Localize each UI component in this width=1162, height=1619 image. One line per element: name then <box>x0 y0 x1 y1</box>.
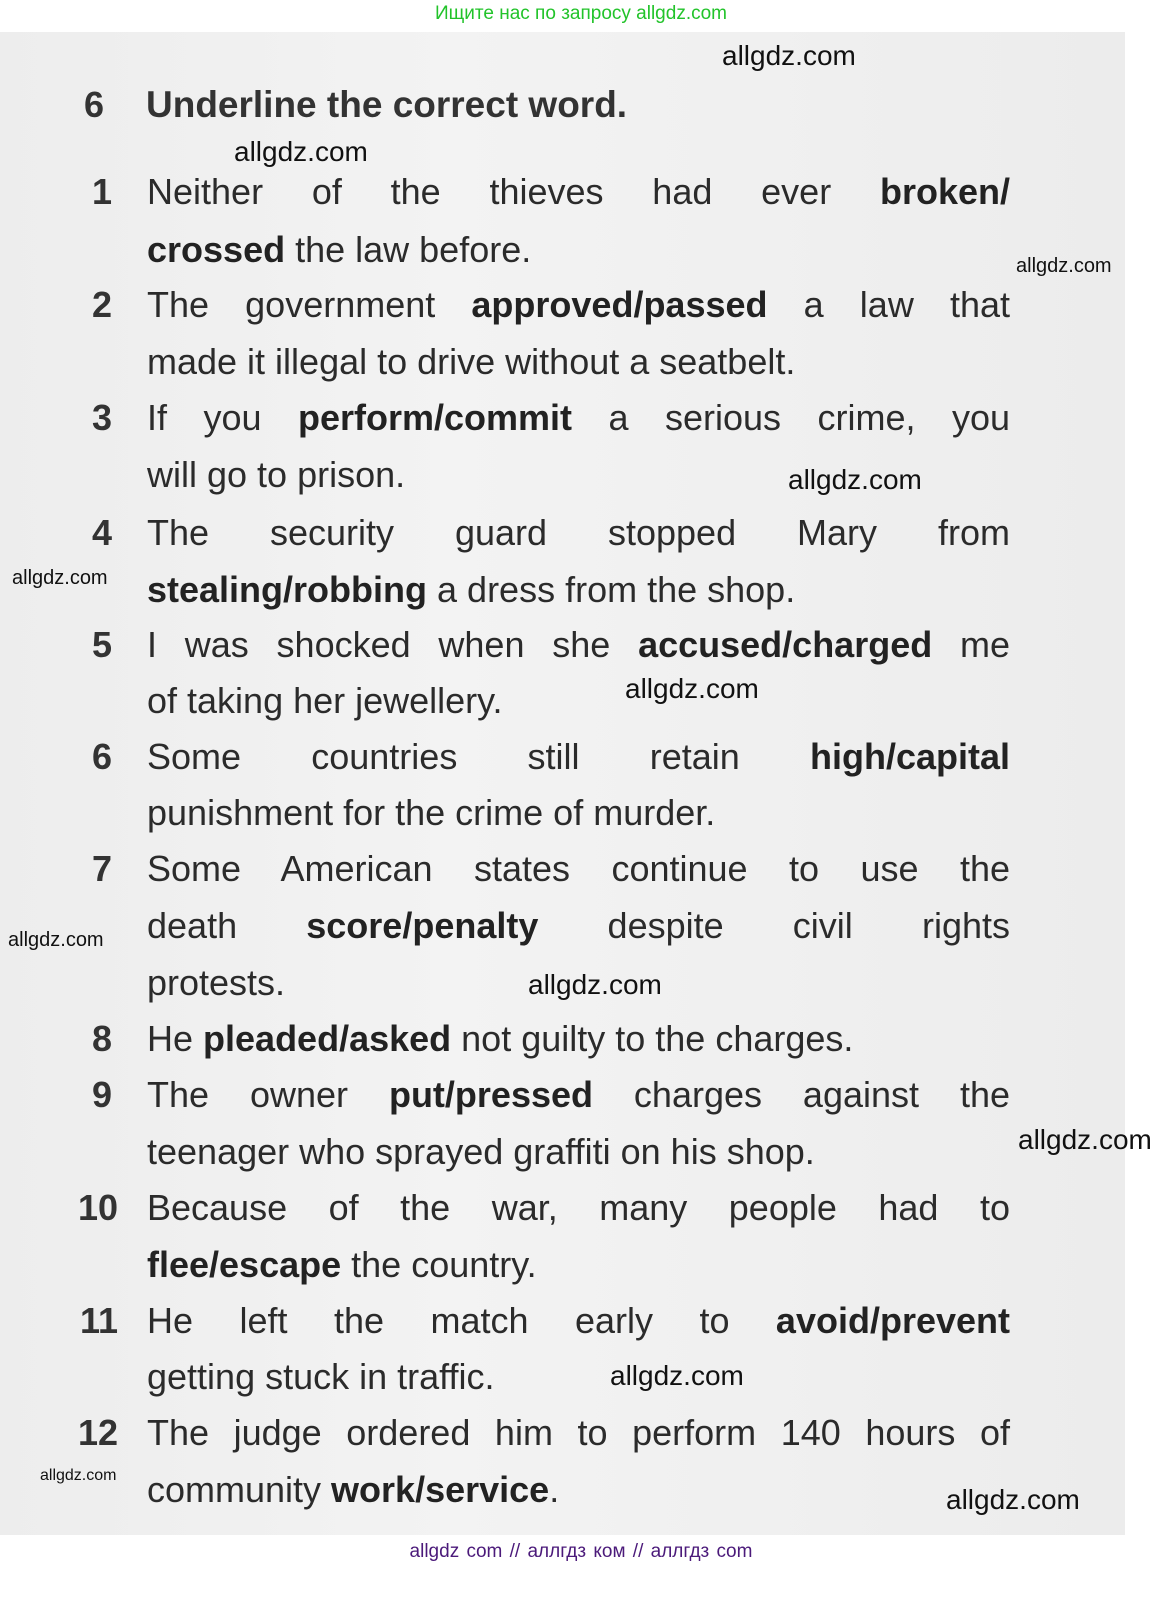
item-line <box>147 222 1010 278</box>
sentence-text: He left the match early to <box>147 1300 776 1341</box>
word-choice[interactable]: accused/charged <box>638 624 933 665</box>
word-choice[interactable]: perform/commit <box>297 397 573 438</box>
watermark: allgdz.com <box>8 929 104 951</box>
item-number: 5 <box>91 624 112 665</box>
item-number: 4 <box>91 512 112 553</box>
watermark: allgdz.com <box>625 673 759 704</box>
watermark: allgdz.com <box>946 1484 1080 1515</box>
item-line <box>147 617 1010 673</box>
word-choice[interactable]: pleaded/asked <box>203 1018 452 1059</box>
sentence-text: of taking her jewellery. <box>147 680 503 721</box>
item-line <box>147 562 1010 618</box>
footer: allgdz com // аллгдз ком // аллгдз com <box>409 1541 753 1562</box>
word-choice[interactable]: work/service <box>331 1469 550 1510</box>
item-line <box>147 729 1010 785</box>
word-choice[interactable]: stealing/robbing <box>147 569 428 610</box>
sentence-text: made it illegal to drive without a seatbelt. <box>147 341 796 382</box>
item-line <box>147 1067 1010 1123</box>
item-line <box>147 1124 1010 1180</box>
sentence-text: teenager who sprayed graffiti on his shop. <box>147 1131 815 1172</box>
watermark: allgdz.com <box>1018 1124 1152 1155</box>
word-choice[interactable]: avoid/prevent <box>775 1300 1010 1341</box>
sentence-text: not guilty to the charges. <box>451 1018 854 1059</box>
watermark: allgdz.com <box>722 40 856 71</box>
item-line <box>147 1237 1010 1293</box>
sentence-text: me <box>932 624 1010 665</box>
item-line <box>147 1011 1010 1067</box>
watermark: allgdz.com <box>1016 255 1112 277</box>
sentence-text: . <box>549 1469 560 1510</box>
sentence-text: death <box>147 905 307 946</box>
top-banner: Ищите нас по запросу allgdz.com <box>434 3 727 24</box>
word-choice[interactable]: crossed <box>147 229 286 270</box>
sentence-text: I was shocked when she <box>147 624 639 665</box>
word-choice[interactable]: flee/escape <box>147 1244 342 1285</box>
sentence-text: the law before. <box>285 229 532 270</box>
sentence-text: a serious crime, you <box>572 397 1010 438</box>
item-number: 12 <box>77 1412 118 1453</box>
sentence-text: The government <box>147 284 472 325</box>
item-number: 8 <box>91 1018 112 1059</box>
item-line <box>147 1180 1010 1236</box>
watermark: allgdz.com <box>234 136 368 167</box>
word-choice[interactable]: put/pressed <box>388 1074 593 1115</box>
item-number: 7 <box>91 848 112 889</box>
watermark: allgdz.com <box>40 1467 117 1484</box>
watermark: allgdz.com <box>788 464 922 495</box>
item-line <box>147 1349 1010 1405</box>
item-number: 1 <box>91 171 112 212</box>
sentence-text: If you <box>147 397 298 438</box>
item-line <box>147 1462 1010 1518</box>
word-choice[interactable]: score/penalty <box>306 905 539 946</box>
sentence-text: Some countries still retain <box>147 736 810 777</box>
watermark: allgdz.com <box>528 969 662 1000</box>
sentence-text: a dress from the shop. <box>427 569 796 610</box>
item-number: 9 <box>91 1074 112 1115</box>
sentence-text: community <box>147 1469 332 1510</box>
sentence-text: punishment for the crime of murder. <box>147 792 716 833</box>
sentence-text: the country. <box>341 1244 537 1285</box>
item-line <box>147 334 1010 390</box>
watermark: allgdz.com <box>12 567 108 589</box>
sentence-text: getting stuck in traffic. <box>147 1356 495 1397</box>
sentence-text: The judge ordered him to perform 140 hours of <box>147 1412 1010 1453</box>
item-line <box>147 1293 1010 1349</box>
item-line <box>147 277 1010 333</box>
item-number: 2 <box>91 284 112 325</box>
sentence-text: charges against the <box>593 1074 1010 1115</box>
item-number: 11 <box>79 1300 118 1341</box>
sentence-text: Neither of the thieves had ever <box>147 171 880 212</box>
item-line <box>147 390 1010 446</box>
sentence-text: will go to prison. <box>147 454 406 495</box>
word-choice[interactable]: approved/passed <box>471 284 768 325</box>
item-line <box>147 841 1010 897</box>
sentence-text: protests. <box>147 962 286 1003</box>
exercise-number: 6 <box>84 84 105 125</box>
item-number: 10 <box>77 1187 118 1228</box>
item-line <box>147 785 1010 841</box>
exercise-title: Underline the correct word. <box>146 84 628 125</box>
sentence-text: despite civil rights <box>538 905 1010 946</box>
item-line <box>147 898 1010 954</box>
item-line <box>147 1405 1010 1461</box>
sentence-text: The owner <box>147 1074 389 1115</box>
sentence-text: He <box>147 1018 204 1059</box>
word-choice[interactable]: high/capital <box>809 736 1010 777</box>
item-number: 6 <box>91 736 112 777</box>
item-line <box>147 505 1010 561</box>
word-choice[interactable]: broken/ <box>879 171 1010 212</box>
sentence-text: Because of the war, many people had to <box>147 1187 1010 1228</box>
item-line <box>147 673 1010 729</box>
item-line <box>147 164 1010 220</box>
exercise-heading <box>84 76 627 134</box>
item-number: 3 <box>91 397 112 438</box>
watermark: allgdz.com <box>610 1360 744 1391</box>
sentence-text: The security guard stopped Mary from <box>147 512 1010 553</box>
sentence-text: Some American states continue to use the <box>147 848 1010 889</box>
sentence-text: a law that <box>767 284 1010 325</box>
